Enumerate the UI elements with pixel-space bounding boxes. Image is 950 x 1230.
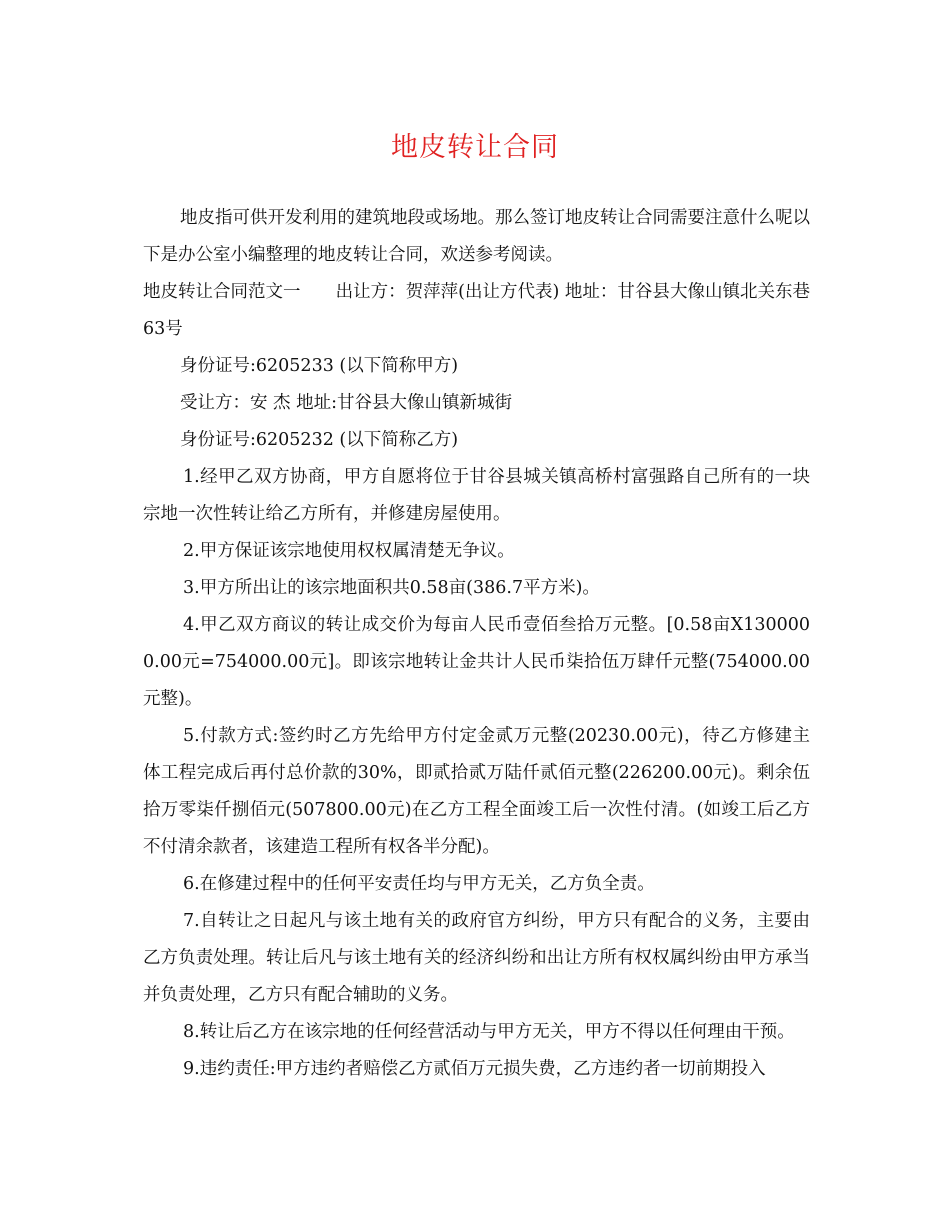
clause-8: 8.转让后乙方在该宗地的任何经营活动与甲方无关，甲方不得以任何理由干预。 [183,1022,795,1042]
clause-5: 5.付款方式:签约时乙方先给甲方付定金贰万元整(20230.00元)，待乙方修建主体工程完成后再付总价款的30%，即贰拾贰万陆仟贰佰元整(226200.00元)。剩余伍拾万零柒仟捌佰元(507800.00元)在乙方工程全面竣工后一次性付清。(如竣工后乙方不付清余款者，该建造工程所有权各半分配)。 [143,726,810,857]
document-body [143,200,810,1088]
document-title: 地皮转让合同 [391,132,559,163]
clause-7: 7.自转让之日起凡与该土地有关的政府官方纠纷，甲方只有配合的义务，主要由乙方负责处理。转让后凡与该土地有关的经济纠纷和出让方所有权权属纠纷由甲方承当并负责处理，乙方只有配合辅助的义务。 [143,911,810,1005]
clause-2: 2.甲方保证该宗地使用权权属清楚无争议。 [183,541,515,561]
clause-1: 1.经甲乙双方协商，甲方自愿将位于甘谷县城关镇高桥村富强路自己所有的一块宗地一次性转让给乙方所有，并修建房屋使用。 [143,467,810,524]
clause-3: 3.甲方所出让的该宗地面积共0.58亩(386.7平方米)。 [183,578,600,598]
intro-paragraph: 地皮指可供开发利用的建筑地段或场地。那么签订地皮转让合同需要注意什么呢以下是办公室小编整理的地皮转让合同，欢送参考阅读。 [143,208,810,265]
party-b-id: 身份证号:6205232 (以下简称乙方) [180,430,459,450]
party-b-info: 受让方：安 杰 地址:甘谷县大像山镇新城街 [180,393,513,413]
clause-9: 9.违约责任:甲方违约者赔偿乙方贰佰万元损失费，乙方违约者一切前期投入 [183,1059,766,1079]
clause-4: 4.甲乙双方商议的转让成交价为每亩人民币壹佰叁拾万元整。[0.58亩X1300000.00元=754000.00元]。即该宗地转让金共计人民币柒拾伍万肆仟元整(754000.00元整)。 [143,615,810,709]
clause-6: 6.在修建过程中的任何平安责任均与甲方无关，乙方负全责。 [183,874,655,894]
party-a-id: 身份证号:6205233 (以下简称甲方) [180,356,459,376]
parties-paragraph: 地皮转让合同范文一 出让方：贺萍萍(出让方代表) 地址：甘谷县大像山镇北关东巷63号 [143,282,810,339]
